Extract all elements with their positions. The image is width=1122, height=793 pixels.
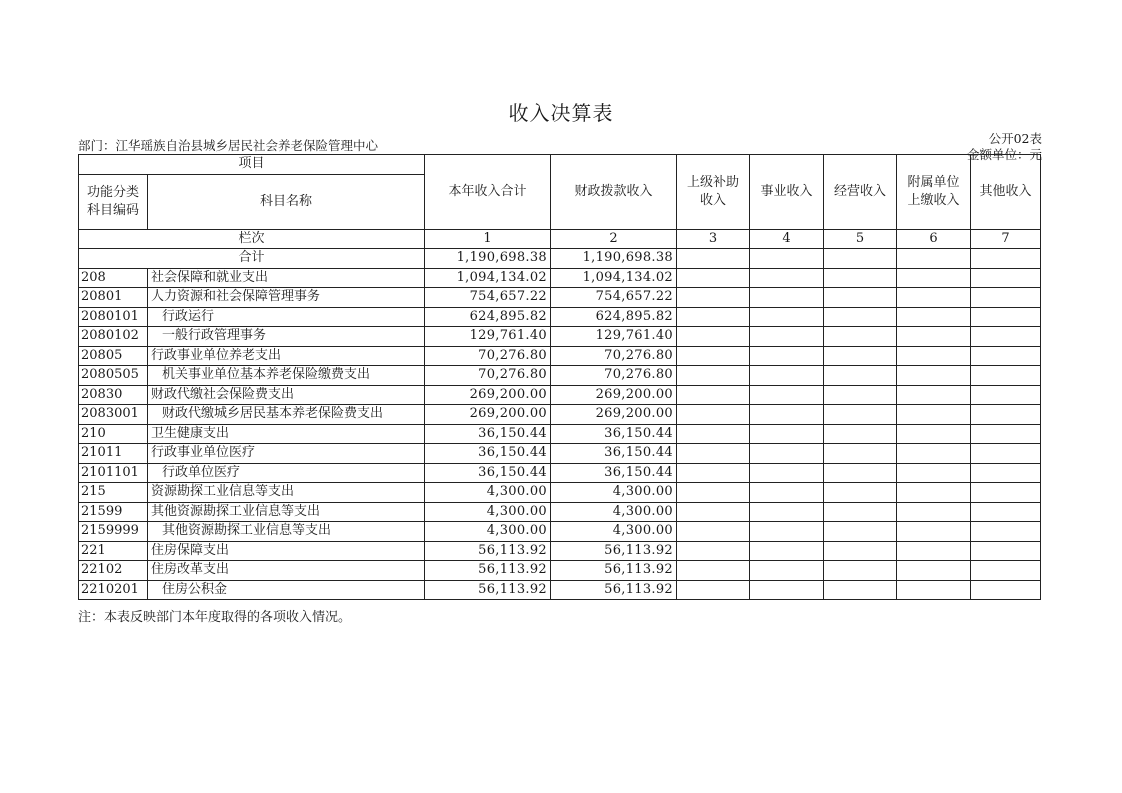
affiliate-income-cell [897,327,971,347]
operating-income-cell [824,522,897,542]
upper-subsidy-cell [677,580,750,600]
business-income-cell [750,385,824,405]
income-table [78,154,1041,600]
fiscal-income-cell: 36,150.44 [551,463,677,483]
fiscal-income-cell: 56,113.92 [551,541,677,561]
total-income-value: 1,190,698.38 [425,249,551,269]
table-row [79,522,1041,542]
upper-subsidy-cell [677,463,750,483]
empty-cell [824,249,897,269]
header-fiscal-income: 财政拨款收入 [551,155,677,230]
other-income-cell [971,463,1041,483]
other-income-cell [971,541,1041,561]
fiscal-income-cell: 4,300.00 [551,502,677,522]
operating-income-cell [824,424,897,444]
total-income-cell: 36,150.44 [425,444,551,464]
fiscal-income-cell: 1,094,134.02 [551,268,677,288]
empty-cell [971,249,1041,269]
upper-subsidy-cell [677,366,750,386]
operating-income-cell [824,405,897,425]
total-income-cell: 269,200.00 [425,385,551,405]
fiscal-income-cell: 56,113.92 [551,561,677,581]
column-number: 1 [425,229,551,249]
fiscal-income-cell: 4,300.00 [551,522,677,542]
upper-subsidy-cell [677,561,750,581]
fiscal-income-cell: 129,761.40 [551,327,677,347]
header-row-item [79,155,1041,175]
form-number: 公开02表 [988,131,1042,146]
subject-code: 208 [79,268,148,288]
header-total-income: 本年收入合计 [425,155,551,230]
other-income-cell [971,522,1041,542]
operating-income-cell [824,346,897,366]
total-income-cell: 129,761.40 [425,327,551,347]
table-row [79,483,1041,503]
total-income-cell: 4,300.00 [425,502,551,522]
operating-income-cell [824,366,897,386]
business-income-cell [750,522,824,542]
table-row [79,366,1041,386]
total-income-cell: 56,113.92 [425,580,551,600]
affiliate-income-cell [897,424,971,444]
subject-code: 2159999 [79,522,148,542]
other-income-cell [971,444,1041,464]
affiliate-income-cell [897,541,971,561]
business-income-cell [750,502,824,522]
other-income-cell [971,268,1041,288]
other-income-cell [971,327,1041,347]
business-income-cell [750,444,824,464]
subject-name: 其他资源勘探工业信息等支出 [148,522,425,542]
subject-code: 215 [79,483,148,503]
affiliate-income-cell [897,385,971,405]
column-number-row [79,229,1041,249]
total-income-cell: 70,276.80 [425,366,551,386]
upper-subsidy-cell [677,444,750,464]
other-income-cell [971,483,1041,503]
other-income-cell [971,307,1041,327]
business-income-cell [750,327,824,347]
total-income-cell: 624,895.82 [425,307,551,327]
column-number: 6 [897,229,971,249]
total-row [79,249,1041,269]
header-upper-subsidy: 上级补助收入 [677,155,750,230]
business-income-cell [750,307,824,327]
table-row [79,307,1041,327]
affiliate-income-cell [897,561,971,581]
operating-income-cell [824,268,897,288]
other-income-cell [971,288,1041,308]
upper-subsidy-cell [677,483,750,503]
header-subject-name: 科目名称 [148,174,425,229]
subject-code: 2210201 [79,580,148,600]
total-income-cell: 56,113.92 [425,541,551,561]
table-row [79,405,1041,425]
fiscal-income-cell: 36,150.44 [551,444,677,464]
business-income-cell [750,561,824,581]
subject-code: 2101101 [79,463,148,483]
table-row [79,541,1041,561]
affiliate-income-cell [897,307,971,327]
total-income-cell: 754,657.22 [425,288,551,308]
operating-income-cell [824,541,897,561]
subject-code: 20801 [79,288,148,308]
operating-income-cell [824,385,897,405]
department-label: 部门：江华瑶族自治县城乡居民社会养老保险管理中心 [78,138,379,153]
affiliate-income-cell [897,483,971,503]
subject-name: 住房公积金 [148,580,425,600]
affiliate-income-cell [897,268,971,288]
column-number: 7 [971,229,1041,249]
fiscal-income-cell: 70,276.80 [551,346,677,366]
empty-cell [897,249,971,269]
business-income-cell [750,580,824,600]
subject-code: 21011 [79,444,148,464]
fiscal-income-cell: 754,657.22 [551,288,677,308]
upper-subsidy-cell [677,405,750,425]
business-income-cell [750,346,824,366]
total-income-cell: 269,200.00 [425,405,551,425]
subject-name: 住房改革支出 [148,561,425,581]
subject-name: 行政单位医疗 [148,463,425,483]
upper-subsidy-cell [677,346,750,366]
subject-name: 卫生健康支出 [148,424,425,444]
other-income-cell [971,424,1041,444]
subject-code: 22102 [79,561,148,581]
header-func-code: 功能分类科目编码 [79,174,148,229]
table-row [79,288,1041,308]
table-row [79,385,1041,405]
operating-income-cell [824,502,897,522]
column-number: 2 [551,229,677,249]
other-income-cell [971,385,1041,405]
other-income-cell [971,405,1041,425]
subject-code: 2080102 [79,327,148,347]
upper-subsidy-cell [677,424,750,444]
total-income-cell: 70,276.80 [425,346,551,366]
table-row [79,424,1041,444]
operating-income-cell [824,463,897,483]
column-number: 4 [750,229,824,249]
empty-cell [677,249,750,269]
operating-income-cell [824,327,897,347]
column-number: 5 [824,229,897,249]
total-income-cell: 56,113.92 [425,561,551,581]
subject-name: 资源勘探工业信息等支出 [148,483,425,503]
table-row [79,346,1041,366]
total-fiscal-value: 1,190,698.38 [551,249,677,269]
table-row [79,580,1041,600]
total-income-cell: 1,094,134.02 [425,268,551,288]
affiliate-income-cell [897,346,971,366]
subject-name: 机关事业单位基本养老保险缴费支出 [148,366,425,386]
subject-name: 财政代缴城乡居民基本养老保险费支出 [148,405,425,425]
total-income-cell: 4,300.00 [425,522,551,542]
subject-name: 财政代缴社会保险费支出 [148,385,425,405]
subject-code: 20830 [79,385,148,405]
subject-code: 20805 [79,346,148,366]
fiscal-income-cell: 269,200.00 [551,385,677,405]
fiscal-income-cell: 70,276.80 [551,366,677,386]
subject-code: 2080505 [79,366,148,386]
total-label: 合计 [79,249,425,269]
upper-subsidy-cell [677,307,750,327]
operating-income-cell [824,288,897,308]
subject-name: 行政运行 [148,307,425,327]
business-income-cell [750,405,824,425]
other-income-cell [971,366,1041,386]
subject-code: 21599 [79,502,148,522]
subject-code: 221 [79,541,148,561]
document-title: 收入决算表 [508,101,614,125]
business-income-cell [750,541,824,561]
other-income-cell [971,561,1041,581]
subject-name: 行政事业单位医疗 [148,444,425,464]
total-income-cell: 4,300.00 [425,483,551,503]
subject-code: 2083001 [79,405,148,425]
subject-code: 210 [79,424,148,444]
subject-name: 行政事业单位养老支出 [148,346,425,366]
empty-cell [750,249,824,269]
upper-subsidy-cell [677,327,750,347]
header-other-income: 其他收入 [971,155,1041,230]
column-number: 3 [677,229,750,249]
affiliate-income-cell [897,444,971,464]
upper-subsidy-cell [677,385,750,405]
operating-income-cell [824,483,897,503]
subject-name: 一般行政管理事务 [148,327,425,347]
header-item: 项目 [79,155,425,175]
header-business-income: 事业收入 [750,155,824,230]
table-row [79,502,1041,522]
affiliate-income-cell [897,522,971,542]
column-label: 栏次 [79,229,425,249]
affiliate-income-cell [897,366,971,386]
business-income-cell [750,463,824,483]
operating-income-cell [824,307,897,327]
operating-income-cell [824,561,897,581]
total-income-cell: 36,150.44 [425,463,551,483]
table-row [79,268,1041,288]
upper-subsidy-cell [677,502,750,522]
table-row [79,444,1041,464]
amount-unit: 金额单位：元 [966,147,1042,162]
header-affiliate-income: 附属单位上缴收入 [897,155,971,230]
affiliate-income-cell [897,463,971,483]
subject-name: 社会保障和就业支出 [148,268,425,288]
table-row [79,327,1041,347]
table-row [79,463,1041,483]
operating-income-cell [824,580,897,600]
operating-income-cell [824,444,897,464]
affiliate-income-cell [897,405,971,425]
business-income-cell [750,366,824,386]
table-note: 注：本表反映部门本年度取得的各项收入情况。 [78,610,352,625]
subject-name: 其他资源勘探工业信息等支出 [148,502,425,522]
business-income-cell [750,268,824,288]
other-income-cell [971,346,1041,366]
other-income-cell [971,580,1041,600]
total-income-cell: 36,150.44 [425,424,551,444]
fiscal-income-cell: 624,895.82 [551,307,677,327]
fiscal-income-cell: 36,150.44 [551,424,677,444]
fiscal-income-cell: 269,200.00 [551,405,677,425]
upper-subsidy-cell [677,268,750,288]
business-income-cell [750,483,824,503]
subject-code: 2080101 [79,307,148,327]
header-operating-income: 经营收入 [824,155,897,230]
subject-name: 人力资源和社会保障管理事务 [148,288,425,308]
table-row [79,561,1041,581]
other-income-cell [971,502,1041,522]
upper-subsidy-cell [677,288,750,308]
affiliate-income-cell [897,288,971,308]
subject-name: 住房保障支出 [148,541,425,561]
fiscal-income-cell: 4,300.00 [551,483,677,503]
business-income-cell [750,288,824,308]
fiscal-income-cell: 56,113.92 [551,580,677,600]
affiliate-income-cell [897,502,971,522]
business-income-cell [750,424,824,444]
upper-subsidy-cell [677,541,750,561]
upper-subsidy-cell [677,522,750,542]
affiliate-income-cell [897,580,971,600]
